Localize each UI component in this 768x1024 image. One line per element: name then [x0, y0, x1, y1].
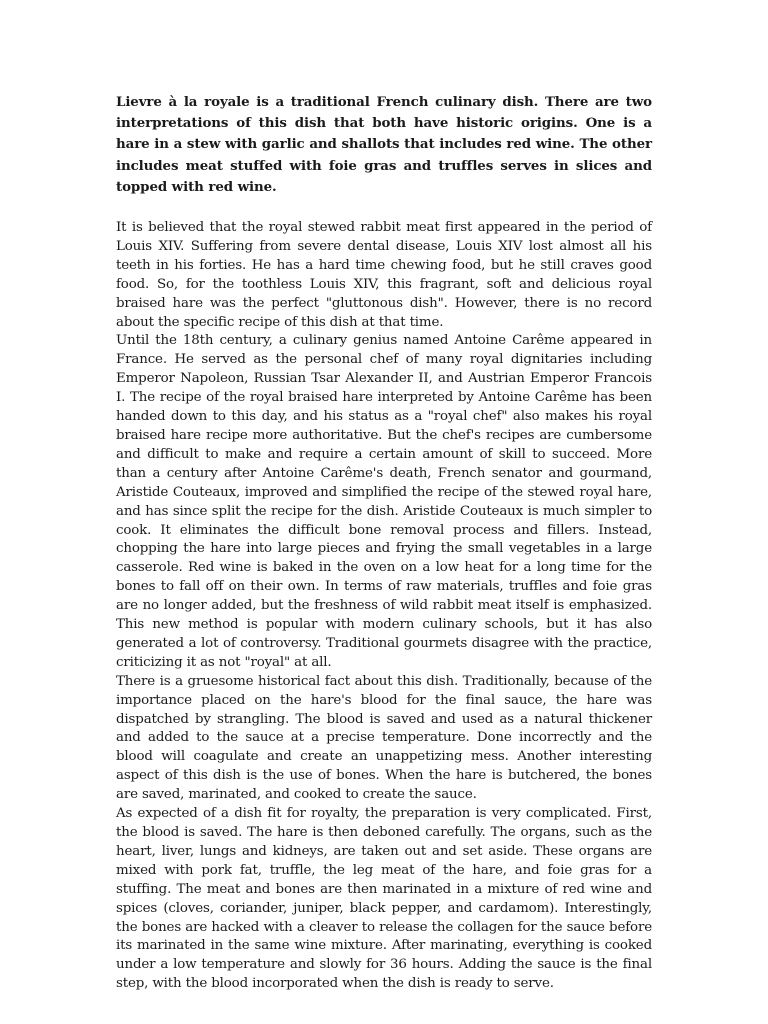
- paragraph-careme: Until the 18th century, a culinary genius named Antoine Carême appeared in France. He served as the personal chef of many royal dignitaries including Emperor Napoleon, Russian Tsar Alexander II, and Austrian Emperor Francois I. The recipe of the royal braised hare interpreted by Antoine Carême has been handed down to this day, and his status as a "royal chef" also makes his royal braised hare recipe more authoritative. But the chef's recipes are cumbersome and difficult to make and require a certain amount of skill to succeed. More than a century after Antoine Carême's death, French senator and gourmand, Aristide Couteaux, improved and simplified the recipe of the stewed royal hare, and has since split the recipe for the dish. Aristide Couteaux is much simpler to cook. It eliminates the difficult bone removal process and fillers. Instead, chopping the hare into large pieces and frying the small vegetables in a large casserole. Red wine is baked in the oven on a low heat for a long time for the bones to fall off on their own. In terms of raw materials, truffles and foie gras are no longer added, but the freshness of wild rabbit meat itself is emphasized. This new method is popular with modern culinary schools, but it has also generated a lot of controversy. Traditional gourmets disagree with the practice, criticizing it as not "royal" at all.: [116, 333, 652, 670]
- paragraph-louis-xiv: It is believed that the royal stewed rabbit meat first appeared in the period of Louis XIV. Suffering from severe dental disease, Louis XIV lost almost all his teeth in his forties. He has a hard time chewing food, but he still craves good food. So, for the toothless Louis XIV, this fragrant, soft and delicious royal braised hare was the perfect "gluttonous dish". However, there is no record about the specific recipe of this dish at that time.: [116, 220, 652, 330]
- document-page: [116, 92, 652, 994]
- paragraph-preparation: As expected of a dish fit for royalty, the preparation is very complicated. First, the blood is saved. The hare is then deboned carefully. The organs, such as the heart, liver, lungs and kidneys, are taken out and set aside. These organs are mixed with pork fat, truffle, the leg meat of the hare, and foie gras for a stuffing. The meat and bones are then marinated in a mixture of red wine and spices (cloves, coriander, juniper, black pepper, and cardamom). Interestingly, the bones are hacked with a cleaver to release the collagen for the sauce before its marinated in the same wine mixture. After marinating, everything is cooked under a low temperature and slowly for 36 hours. Adding the sauce is the final step, with the blood incorporated when the dish is ready to serve.: [116, 806, 652, 992]
- paragraph-blood-history: There is a gruesome historical fact about this dish. Traditionally, because of the importance placed on the hare's blood for the final sauce, the hare was dispatched by strangling. The blood is saved and used as a natural thickener and added to the sauce at a precise temperature. Done incorrectly and the blood will coagulate and create an unappetizing mess. Another interesting aspect of this dish is the use of bones. When the hare is butchered, the bones are saved, marinated, and cooked to create the sauce.: [116, 673, 652, 803]
- intro-paragraph: Lievre à la royale is a traditional French culinary dish. There are two interpretations of this dish that both have historic origins. One is a hare in a stew with garlic and shallots that includes red wine. The other includes meat stuffed with foie gras and truffles serves in slices and topped with red wine.: [116, 94, 652, 195]
